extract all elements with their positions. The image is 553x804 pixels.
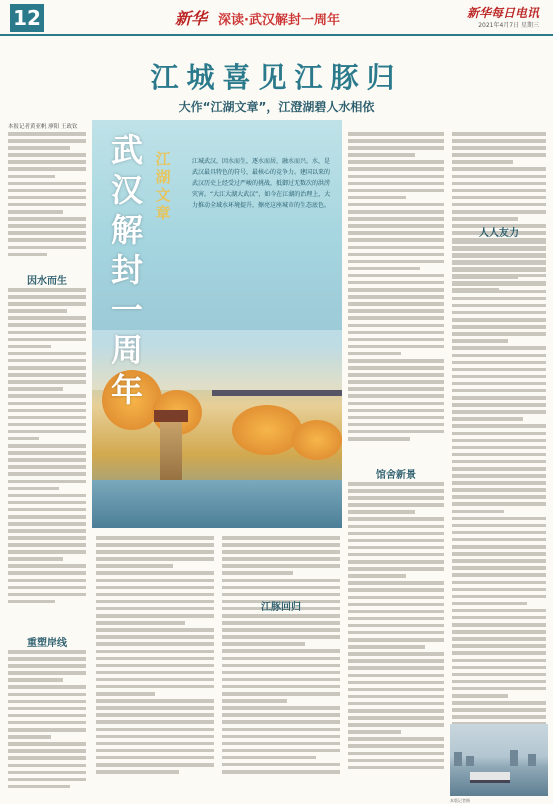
paper-logo: 新华每日电讯	[466, 6, 539, 20]
feature-poster	[92, 120, 342, 528]
photo-building	[510, 750, 518, 766]
issue-date: 2021年4月7日 星期三	[478, 22, 539, 29]
text-column-left-top	[8, 132, 86, 256]
text-column-2	[96, 536, 214, 774]
byline: 本报记者黄亚帆 廖阳 王政钦	[8, 124, 78, 130]
text-column-left-mid	[8, 288, 86, 540]
section-heading: 馆舍新景	[376, 470, 416, 481]
section-heading: 重塑岸线	[27, 638, 67, 649]
text-column-5-bottom	[452, 240, 546, 733]
poster-water	[92, 480, 342, 528]
photo-caption: 本版记者摄	[450, 798, 470, 803]
photo-building	[466, 756, 474, 766]
photo-building	[454, 752, 462, 766]
text-column-4-top	[348, 132, 444, 441]
brand-logo: 新华	[175, 9, 208, 28]
river-photo	[450, 724, 548, 796]
text-column-1	[8, 536, 86, 603]
photo-building	[528, 754, 536, 766]
section-heading: 因水而生	[27, 276, 67, 287]
poster-bridge	[212, 390, 342, 396]
poster-side-title: 江湖文章	[155, 150, 171, 222]
page-number: 12	[10, 4, 44, 32]
header-divider	[0, 34, 553, 36]
poster-intro: 江城武汉，因水而生，逐水而居，融水而兴。水，是武汉最具特色的符号，最核心的竞争力。建国以来的武汉历史上经受过严峻的挑战，抵御过无数次的洪涝灾害。“大江大湖大武汉”，如今在江湖的治理上，大力推动全域水环境提升，擦亮这座城市的生态底色。	[192, 158, 331, 209]
text-column-3-bottom	[222, 614, 340, 774]
subheadline: 大作“江湖文章”，江澄湖碧人水相依	[178, 100, 375, 114]
photo-ship	[470, 772, 510, 783]
section-heading: 江豚回归	[261, 602, 301, 613]
section-title: 深读·武汉解封一周年	[218, 13, 340, 28]
text-column-1-bottom	[8, 650, 86, 788]
poster-tree	[232, 405, 302, 455]
poster-tree	[292, 420, 342, 460]
poster-main-title: 武汉解封一周年	[110, 131, 143, 409]
headline: 江城喜见江豚归	[150, 61, 403, 94]
section-heading: 人人友力	[479, 228, 519, 239]
text-column-4-bottom	[348, 482, 444, 769]
